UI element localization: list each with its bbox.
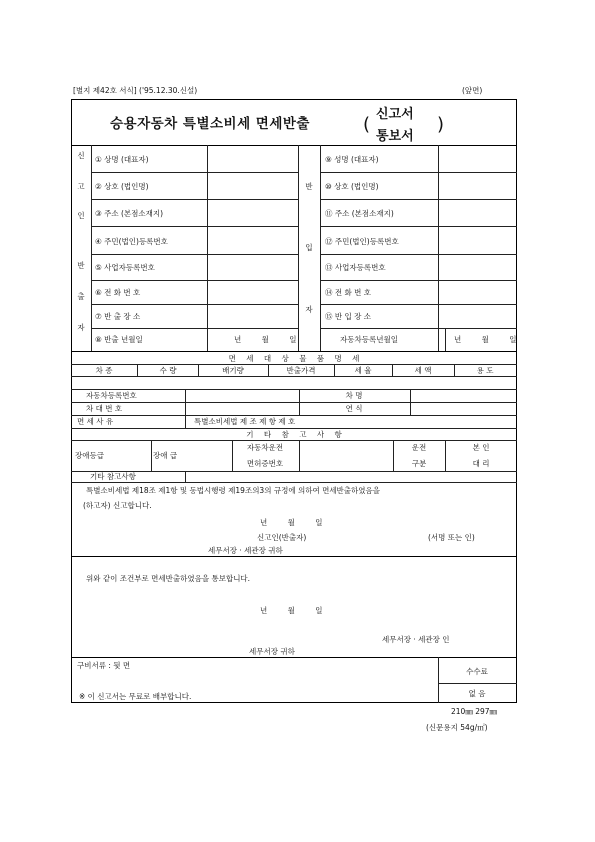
other-ref-label: 기타 참고사항 <box>90 472 136 481</box>
other-ref-section-title: 기 타 참 고 사 항 <box>246 430 346 439</box>
left-field-label: ① 상명 (대표자) <box>95 155 149 164</box>
left-field-label: ⑦ 반 출 장 소 <box>95 312 141 321</box>
notice-addressee: 세무서장 귀하 <box>249 647 295 656</box>
report-text-cont: (하고자) 신고합니다. <box>83 501 152 510</box>
product-col-header: 차 종 <box>95 366 113 375</box>
report-addressee: 세무서장 · 세관장 귀하 <box>208 546 283 555</box>
model-year-label: 연 식 <box>345 404 363 413</box>
left-field-label: ⑥ 전 화 번 호 <box>95 288 141 297</box>
page-side: (앞면) <box>462 86 483 95</box>
product-col-header: 세 율 <box>354 366 372 375</box>
reporter-label: 신고인(반출자) <box>257 533 307 542</box>
left-field-label: ④ 주민(법인)등록번호 <box>95 237 168 246</box>
left-group-char: 고 <box>77 182 85 191</box>
right-date-field: 년 월 일 <box>454 335 526 344</box>
left-date-field: 년 월 일 <box>234 335 306 344</box>
chassis-no-label: 차 대 번 호 <box>86 404 123 413</box>
signature-label: (서명 또는 인) <box>428 533 475 542</box>
self-label: 본 인 <box>472 443 490 452</box>
product-col-header: 수 량 <box>159 366 177 375</box>
right-field-label: ⑫ 주민(법인)등록번호 <box>325 237 399 246</box>
right-field-label: ⑭ 전 화 번 호 <box>325 288 372 297</box>
disability-grade-label: 장애등급 <box>75 451 104 460</box>
title-option-notice: 통보서 <box>376 129 414 144</box>
driving-label-line2: 구분 <box>411 459 427 468</box>
right-field-label: ⑬ 사업자등록번호 <box>325 263 386 272</box>
right-field-label: ⑨ 성명 (대표자) <box>325 155 379 164</box>
left-group-char: 신 <box>77 151 85 160</box>
paper-size: 210㎜ 297㎜ <box>451 707 498 716</box>
disability-label: 장애 급 <box>153 451 178 460</box>
left-group-char: 자 <box>77 323 85 332</box>
product-section-title: 면 세 대 상 물 품 명 세 <box>228 354 364 363</box>
fee-value: 없 음 <box>468 689 486 698</box>
right-field-label: 자동차등록년월일 <box>340 335 398 344</box>
right-group-char: 반 <box>305 182 313 191</box>
exempt-reason-label: 면 세 사 유 <box>77 417 114 426</box>
paper-type: (신문용지 54g/㎡) <box>426 723 488 732</box>
left-group-char: 인 <box>77 211 85 220</box>
license-label-line2: 면허증번호 <box>246 459 284 468</box>
required-docs: 구비서류 : 뒷 면 <box>77 661 131 670</box>
fee-label: 수수료 <box>466 667 488 676</box>
notice-issuer: 세무서장 · 세관장 인 <box>382 635 450 644</box>
title-paren-open: ( <box>363 114 371 135</box>
product-col-header: 세 액 <box>414 366 432 375</box>
report-date: 년 월 일 <box>260 518 332 527</box>
product-col-header: 용 도 <box>476 366 494 375</box>
left-field-label: ⑧ 반출 년월일 <box>95 335 143 344</box>
title-paren-close: ) <box>437 114 445 135</box>
left-group-char: 출 <box>77 292 85 301</box>
left-group-char: 반 <box>77 261 85 270</box>
reg-no-label: 자동차등록번호 <box>86 391 137 400</box>
left-field-label: ② 상호 (법인명) <box>95 182 149 191</box>
report-text: 특별소비세법 제18조 제1항 및 동법시행령 제19조의3의 규정에 의하여 면세반출하였음을 <box>86 486 381 495</box>
proxy-label: 대 리 <box>472 459 490 468</box>
right-field-label: ⑩ 상호 (법인명) <box>325 182 379 191</box>
driving-label-line1: 운전 <box>411 443 427 452</box>
license-label-line1: 자동차운전 <box>246 443 284 452</box>
left-field-label: ③ 주소 (본점소재지) <box>95 209 164 218</box>
car-name-label: 차 명 <box>345 391 363 400</box>
notice-date: 년 월 일 <box>260 606 332 615</box>
left-field-label: ⑤ 사업자등록번호 <box>95 263 155 272</box>
product-col-header: 반출가격 <box>286 366 316 375</box>
form-title: 승용자동차 특별소비세 면세반출 <box>110 116 310 132</box>
product-col-header: 배기량 <box>222 366 244 375</box>
right-group-char: 자 <box>305 305 313 314</box>
right-field-label: ⑪ 주소 (본점소재지) <box>325 209 394 218</box>
right-field-label: ⑮ 반 입 장 소 <box>325 312 372 321</box>
right-group-char: 입 <box>305 243 313 252</box>
title-option-report: 신고서 <box>376 107 414 122</box>
free-distribution-note: ※ 이 신고서는 무료로 배부합니다. <box>79 692 192 701</box>
exempt-law-text: 특별소비세법 제 조 제 항 제 호 <box>194 417 296 426</box>
form-number: [별지 제42호 서식] ('95.12.30.신설) <box>73 86 198 95</box>
notice-text: 위와 같이 조건부로 면세반출하였음을 통보합니다. <box>86 574 251 583</box>
